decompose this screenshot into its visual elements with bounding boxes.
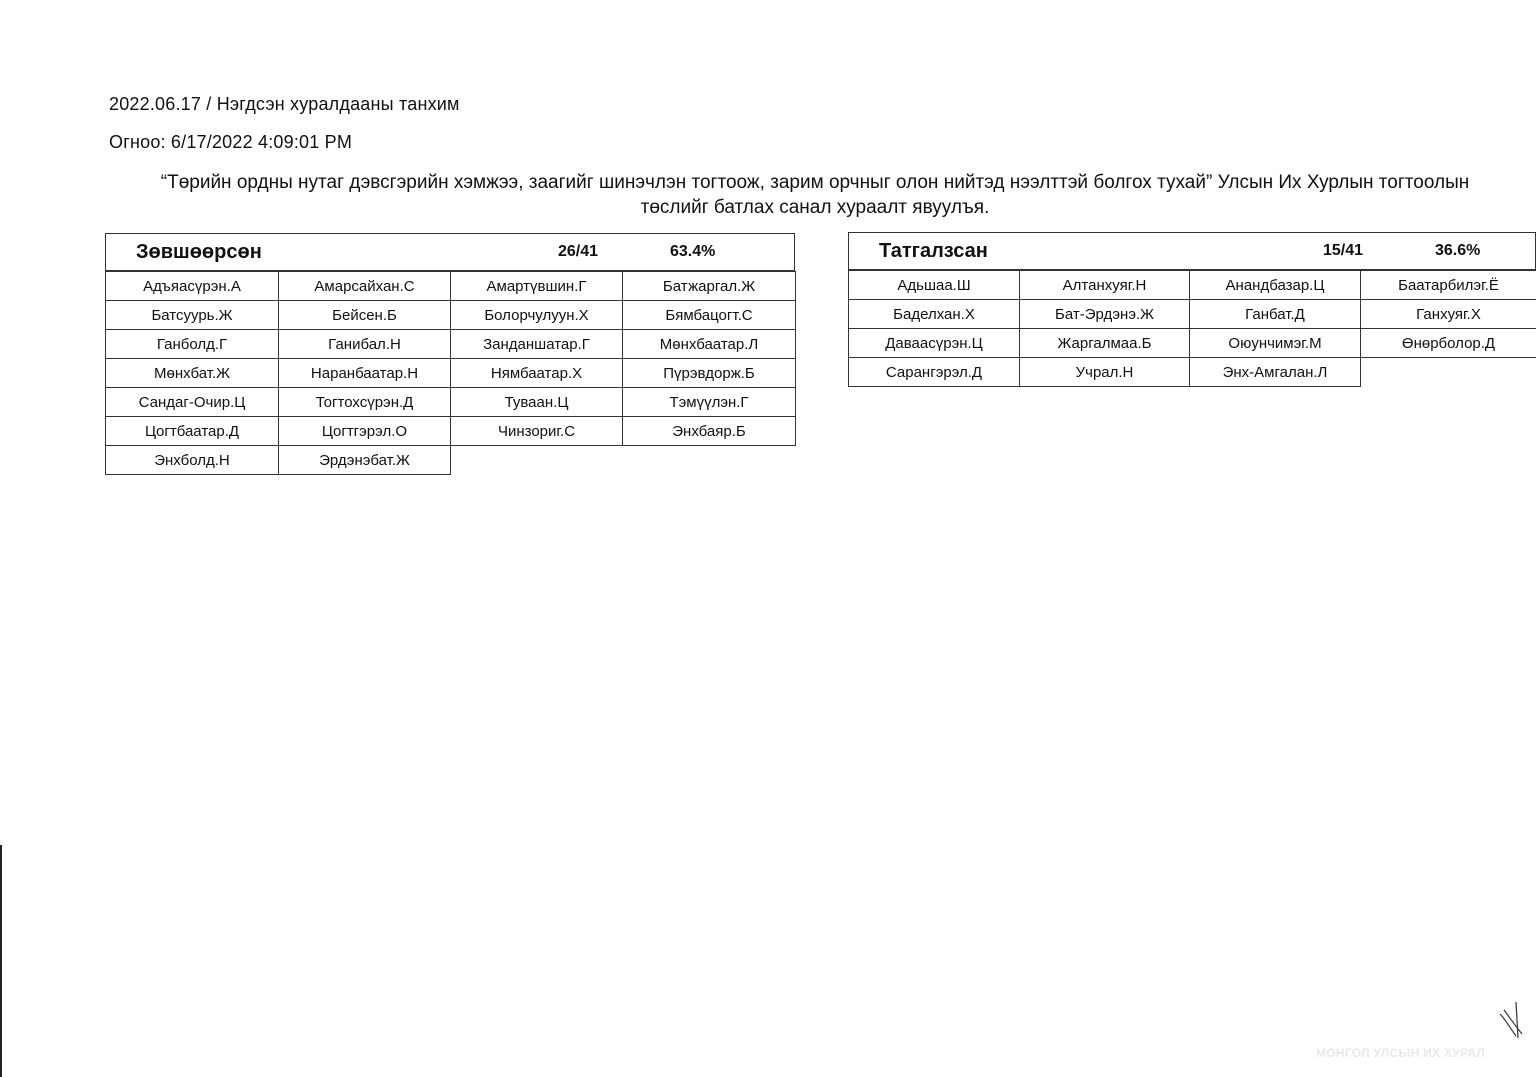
approved-member-cell: Амарсайхан.С [279, 272, 451, 301]
approved-member-cell: Наранбаатар.Н [279, 359, 451, 388]
rejected-member-cell: Ганхуяг.Х [1361, 300, 1536, 329]
approved-row [106, 330, 796, 359]
rejected-member-cell: Учрал.Н [1020, 358, 1190, 387]
rejected-member-cell: Адьшаа.Ш [849, 271, 1020, 300]
approved-member-cell: Цогтгэрэл.О [279, 417, 451, 446]
approved-panel [105, 233, 795, 475]
rejected-member-cell: Оюунчимэг.М [1190, 329, 1361, 358]
rejected-member-cell: Баделхан.Х [849, 300, 1020, 329]
rejected-member-cell: Баатарбилэг.Ё [1361, 271, 1536, 300]
approved-member-cell: Бейсен.Б [279, 301, 451, 330]
rejected-row [849, 329, 1536, 358]
rejected-member-cell: Энх-Амгалан.Л [1190, 358, 1361, 387]
rejected-title: Татгалзсан [879, 240, 988, 262]
rejected-row [849, 358, 1536, 387]
approved-ratio: 26/41 [558, 243, 599, 260]
approved-member-cell: Батсуурь.Ж [106, 301, 279, 330]
approved-member-cell: Ганибал.Н [279, 330, 451, 359]
rejected-member-cell: Даваасүрэн.Ц [849, 329, 1020, 358]
scan-edge-line [0, 845, 2, 1077]
rejected-member-cell: Анандбазар.Ц [1190, 271, 1361, 300]
approved-member-cell: Бямбацогт.С [623, 301, 796, 330]
rejected-row [849, 300, 1536, 329]
approved-row [106, 417, 796, 446]
approved-member-cell: Туваан.Ц [451, 388, 623, 417]
rejected-member-cell: Өнөрболор.Д [1361, 329, 1536, 358]
approved-table [105, 271, 796, 475]
rejected-member-cell: Бат-Эрдэнэ.Ж [1020, 300, 1190, 329]
approved-row [106, 446, 796, 475]
approved-percent: 63.4% [670, 243, 716, 260]
approved-member-cell: Пүрэвдорж.Б [623, 359, 796, 388]
approved-member-cell: Цогтбаатар.Д [106, 417, 279, 446]
motion-text: “Төрийн ордны нутаг дэвсгэрийн хэмжээ, заагийг шинэчлэн тогтоож, зарим орчныг олон нийтэд нээлттэй болгох тухай” Улсын Их Хурлын тогтоолын төслийг батлах санал хураалт явуулъя. [160, 172, 1470, 218]
signature-mark [1498, 1000, 1524, 1040]
rejected-table [848, 270, 1536, 387]
approved-member-cell: Сандаг-Очир.Ц [106, 388, 279, 417]
approved-member-cell: Эрдэнэбат.Ж [279, 446, 451, 475]
approved-member-cell: Чинзориг.С [451, 417, 623, 446]
approved-member-cell: Адъяасүрэн.А [106, 272, 279, 301]
approved-member-cell: Ганболд.Г [106, 330, 279, 359]
rejected-header [848, 232, 1536, 270]
rejected-row [849, 271, 1536, 300]
approved-member-cell: Занданшатар.Г [451, 330, 623, 359]
approved-row [106, 272, 796, 301]
approved-member-cell: Мөнхбат.Ж [106, 359, 279, 388]
approved-member-cell: Энхбаяр.Б [623, 417, 796, 446]
rejected-member-cell: Сарангэрэл.Д [849, 358, 1020, 387]
rejected-ratio: 15/41 [1323, 242, 1364, 259]
watermark-text: МОНГОЛ УЛСЫН ИХ ХУРАЛ [1316, 1046, 1486, 1060]
approved-member-cell: Батжаргал.Ж [623, 272, 796, 301]
rejected-member-cell: Алтанхуяг.Н [1020, 271, 1190, 300]
approved-member-cell: Нямбаатар.Х [451, 359, 623, 388]
approved-member-cell: Энхболд.Н [106, 446, 279, 475]
approved-row [106, 388, 796, 417]
rejected-percent: 36.6% [1435, 242, 1481, 259]
timestamp-line: Огноо: 6/17/2022 4:09:01 PM [109, 132, 353, 152]
approved-header [105, 233, 795, 271]
approved-row [106, 301, 796, 330]
rejected-member-cell: Ганбат.Д [1190, 300, 1361, 329]
session-line: 2022.06.17 / Нэгдсэн хуралдааны танхим [109, 94, 460, 114]
rejected-member-cell: Жаргалмаа.Б [1020, 329, 1190, 358]
approved-member-cell: Тогтохсүрэн.Д [279, 388, 451, 417]
approved-title: Зөвшөөрсөн [136, 241, 262, 263]
approved-member-cell: Мөнхбаатар.Л [623, 330, 796, 359]
approved-member-cell: Амартүвшин.Г [451, 272, 623, 301]
approved-row [106, 359, 796, 388]
rejected-panel [848, 232, 1536, 387]
approved-member-cell: Тэмүүлэн.Г [623, 388, 796, 417]
approved-member-cell: Болорчулуун.Х [451, 301, 623, 330]
